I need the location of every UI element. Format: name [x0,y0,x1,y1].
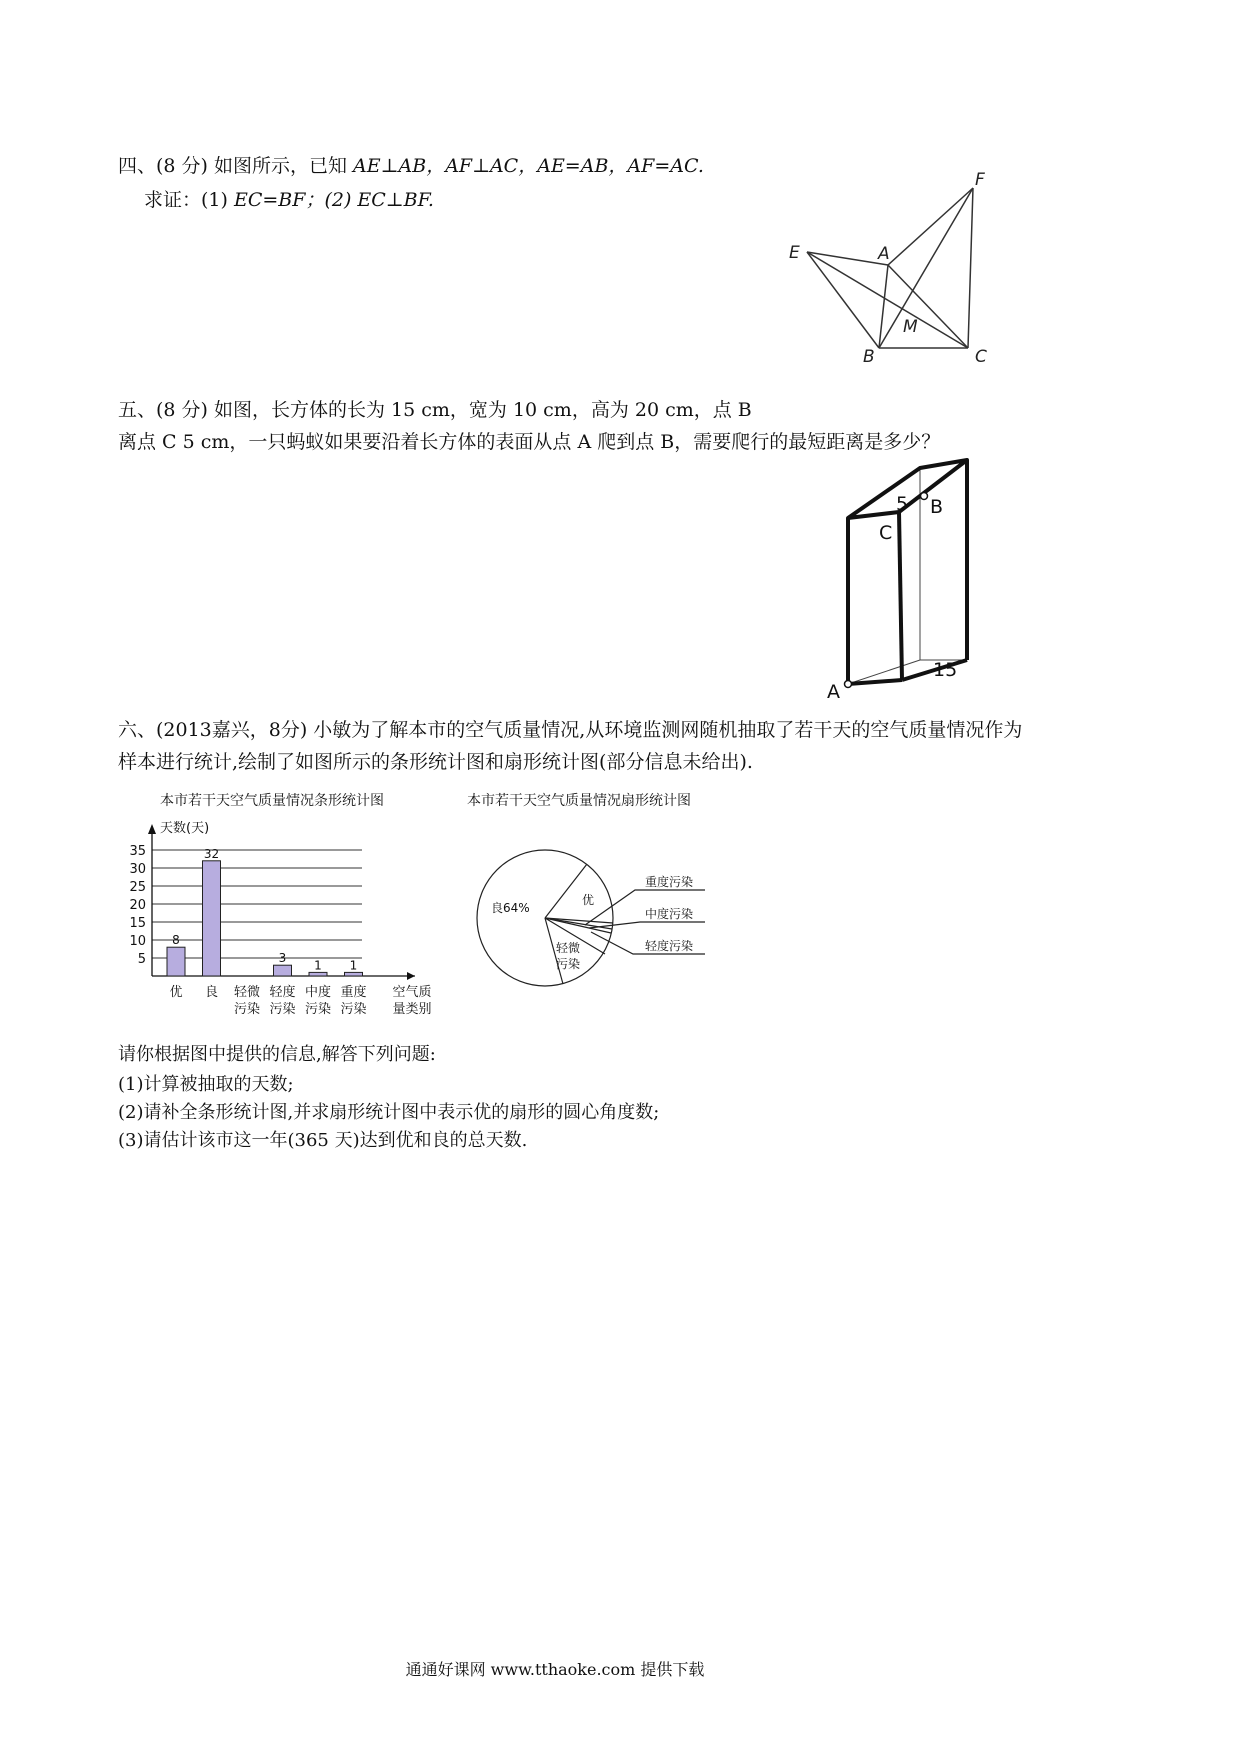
bar-value-0: 8 [172,933,180,948]
bar-value-5: 1 [349,958,358,973]
pie-label-zhongdu-severe: 重度污染 [645,875,694,889]
pie-label-qingwei-2: 污染 [556,957,581,971]
bar-chart-title: 本市若干天空气质量情况条形统计图 [160,793,384,809]
q4-line2: 求证：(1) EC=BF；(2) EC⊥BF. [144,189,434,211]
label-B: B [863,347,875,367]
y-tick-20: 20 [129,898,146,913]
x-tick-0-0: 优 [169,985,183,1000]
x-tick-2-1: 污染 [233,1002,261,1017]
bar-1 [203,861,221,976]
x-tick-5-1: 污染 [340,1002,367,1017]
slice-divider-liang-you [545,864,587,918]
y-tick-30: 30 [129,862,146,877]
q6-question-3: (3)请估计该市这一年(365 天)达到优和良的总天数. [118,1130,528,1151]
pie-chart [465,820,725,1000]
pie-label-qingdu: 轻度污染 [645,939,694,953]
x-tick-5-0: 重度 [340,985,367,1000]
pie-chart-title: 本市若干天空气质量情况扇形统计图 [467,793,691,809]
x-tick-4-0: 中度 [304,985,332,1000]
x-axis-label-1: 量类别 [392,1002,432,1017]
x-tick-3-1: 污染 [269,1002,296,1017]
x-axis-arrow [407,972,415,980]
footer-text: 通通好课网 www.tthaoke.com 提供下载 [405,1660,705,1679]
q6-line2: 样本进行统计,绘制了如图所示的条形统计图和扇形统计图(部分信息未给出). [118,751,753,773]
y-tick-25: 25 [129,880,146,895]
label-15: 15 [933,659,958,681]
q4-line1: 四、(8 分) 如图所示，已知 AE⊥AB，AF⊥AC，AE=AB，AF=AC. [118,155,704,177]
y-tick-15: 15 [129,916,146,931]
x-tick-2-0: 轻微 [233,985,261,1000]
label-M: M [903,317,918,337]
pie-label-qingwei-1: 轻微 [556,941,581,955]
q5-line1: 五、(8 分) 如图，长方体的长为 15 cm，宽为 10 cm，高为 20 cm，点 B [118,399,752,421]
y-tick-35: 35 [129,844,146,859]
bar-5 [345,972,363,976]
q6-line1: 六、(2013嘉兴，8分) 小敏为了解本市的空气质量情况,从环境监测网随机抽取了若干天的空气质量情况作为 [118,719,1023,741]
label-C: C [975,347,987,367]
bar-0 [167,947,185,976]
bar-value-1: 32 [203,846,220,861]
bar-value-3: 3 [278,951,287,966]
q6-question-1: (1)计算被抽取的天数; [118,1074,294,1095]
label-A: A [878,244,890,264]
label-A2: A [827,681,840,703]
label-F: F [975,170,985,190]
bar-4 [309,972,327,976]
label-E: E [789,243,800,263]
label-B2: B [930,496,944,518]
pie-label-liang: 良64% [491,901,530,915]
bar-3 [274,965,292,976]
y-tick-5: 5 [137,952,146,967]
x-axis-label-0: 空气质 [392,985,432,1000]
q5-line2: 离点 C 5 cm，一只蚂蚁如果要沿着长方体的表面从点 A 爬到点 B，需要爬行的最短距离是多少？ [118,431,941,453]
y-tick-10: 10 [129,934,146,949]
q6-intro: 请你根据图中提供的信息,解答下列问题: [118,1044,436,1065]
q4-figure [775,160,1015,375]
x-tick-4-1: 污染 [304,1002,332,1017]
label-C2: C [879,522,893,544]
label-5: 5 [896,493,909,515]
q6-question-2: (2)请补全条形统计图,并求扇形统计图中表示优的扇形的圆心角度数; [118,1102,660,1123]
pie-label-zhongdu: 中度污染 [645,907,694,921]
x-tick-1-0: 良 [204,985,219,1000]
y-axis-label: 天数(天) [160,821,210,836]
bar-value-4: 1 [314,958,322,973]
bar-chart [110,810,450,1025]
y-axis-arrow [148,824,156,834]
q5-figure [820,450,995,705]
pie-label-you: 优 [582,893,595,907]
x-tick-3-0: 轻度 [269,985,296,1000]
